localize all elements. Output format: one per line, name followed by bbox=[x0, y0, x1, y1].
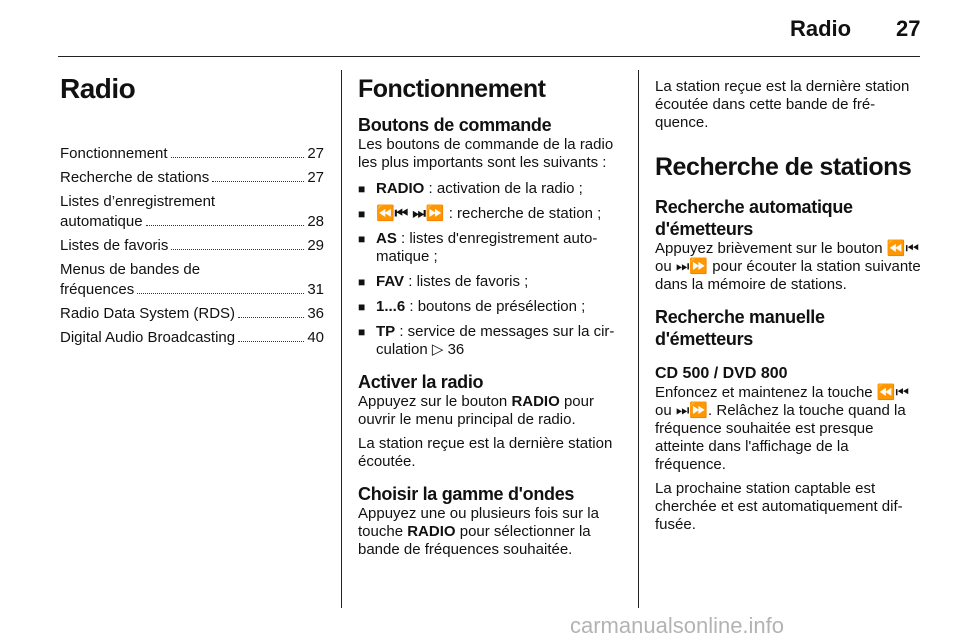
list-item: ■ RADIO : activation de la radio ; bbox=[358, 180, 624, 198]
column-divider-1 bbox=[341, 70, 342, 608]
toc-entry[interactable]: Listes d’enregistrement automatique 28 bbox=[60, 193, 324, 230]
toc-entry[interactable]: Menus de bandes de fréquences 31 bbox=[60, 261, 324, 298]
page-ref-icon: ▷ bbox=[431, 341, 444, 358]
seek-back-icon: ⏪⏮ bbox=[876, 384, 909, 401]
toc-entry[interactable]: Fonctionnement 27 bbox=[60, 145, 324, 162]
paragraph: La prochaine station captable est cherchée et est automatiquement diffusée. bbox=[655, 480, 903, 533]
column-divider-2 bbox=[638, 70, 639, 608]
content-column-2 bbox=[358, 70, 624, 559]
list-item: ■ TP : service de messages sur la circulation ▷ 36 bbox=[358, 323, 624, 359]
page-number: 27 bbox=[896, 16, 921, 41]
paragraph: Appuyez une ou plusieurs fois sur la touche RADIO pour sélectionner la bande de fréquences souhaitée. bbox=[358, 505, 599, 558]
list-item: ■ ⏪⏮ ⏭⏩ : recherche de station ; bbox=[358, 205, 624, 223]
paragraph: Appuyez sur le bouton RADIO pour ouvrir le menu principal de radio. bbox=[358, 393, 594, 428]
toc-entry[interactable]: Radio Data System (RDS) 36 bbox=[60, 305, 324, 322]
section-heading: Fonctionnement bbox=[358, 75, 546, 103]
toc-entry[interactable]: Digital Audio Broadcasting 40 bbox=[60, 329, 324, 346]
paragraph: Enfoncez et maintenez la touche ⏪⏮ ou ⏭⏩. Relâchez la touche quand la fréquence souhaitée est presque atteinte dans l'affichage de la fréquence. bbox=[655, 384, 909, 473]
toc-entry[interactable]: Listes de favoris 29 bbox=[60, 237, 324, 254]
seek-buttons-icon: ⏪⏮ ⏭⏩ bbox=[376, 205, 445, 222]
paragraph: La station reçue est la dernière station écoutée dans cette bande de fréquence. bbox=[655, 78, 910, 131]
watermark: carmanualsonline.info bbox=[570, 613, 785, 638]
toc-entry[interactable]: Recherche de stations 27 bbox=[60, 169, 324, 186]
paragraph: Appuyez brièvement sur le bouton ⏪⏮ ou ⏭⏩ pour écouter la station suivante dans la mémoire de stations. bbox=[655, 240, 921, 293]
subsection-heading: Recherche manuelle d'émetteurs bbox=[655, 307, 825, 349]
subsection-heading: Activer la radio bbox=[358, 372, 484, 392]
toc-list bbox=[60, 144, 324, 348]
content-column-3 bbox=[655, 70, 923, 534]
control-list bbox=[358, 180, 624, 359]
list-item: ■ 1...6 : boutons de présélection ; bbox=[358, 298, 624, 316]
section-heading: Recherche de stations bbox=[655, 153, 912, 181]
header-rule bbox=[58, 56, 920, 57]
running-header-title: Radio bbox=[790, 16, 852, 41]
paragraph: La station reçue est la dernière station écoutée. bbox=[358, 435, 613, 470]
model-heading: CD 500 / DVD 800 bbox=[655, 365, 788, 382]
subsection-heading: Recherche automatique d'émetteurs bbox=[655, 197, 853, 239]
list-item: ■ AS : listes d'enregistrement automatique ; bbox=[358, 230, 624, 266]
list-item: ■ FAV : listes de favoris ; bbox=[358, 273, 624, 291]
chapter-title: Radio bbox=[60, 73, 136, 104]
seek-back-icon: ⏪⏮ bbox=[886, 240, 919, 257]
seek-forward-icon: ⏭⏩ bbox=[675, 258, 709, 275]
toc-column bbox=[60, 70, 324, 352]
seek-forward-icon: ⏭⏩ bbox=[675, 402, 709, 419]
paragraph: Les boutons de commande de la radio les plus importants sont les suivants : bbox=[358, 136, 614, 171]
page-ref: 36 bbox=[443, 341, 465, 358]
subsection-heading: Boutons de commande bbox=[358, 115, 552, 135]
subsection-heading: Choisir la gamme d'ondes bbox=[358, 484, 575, 504]
